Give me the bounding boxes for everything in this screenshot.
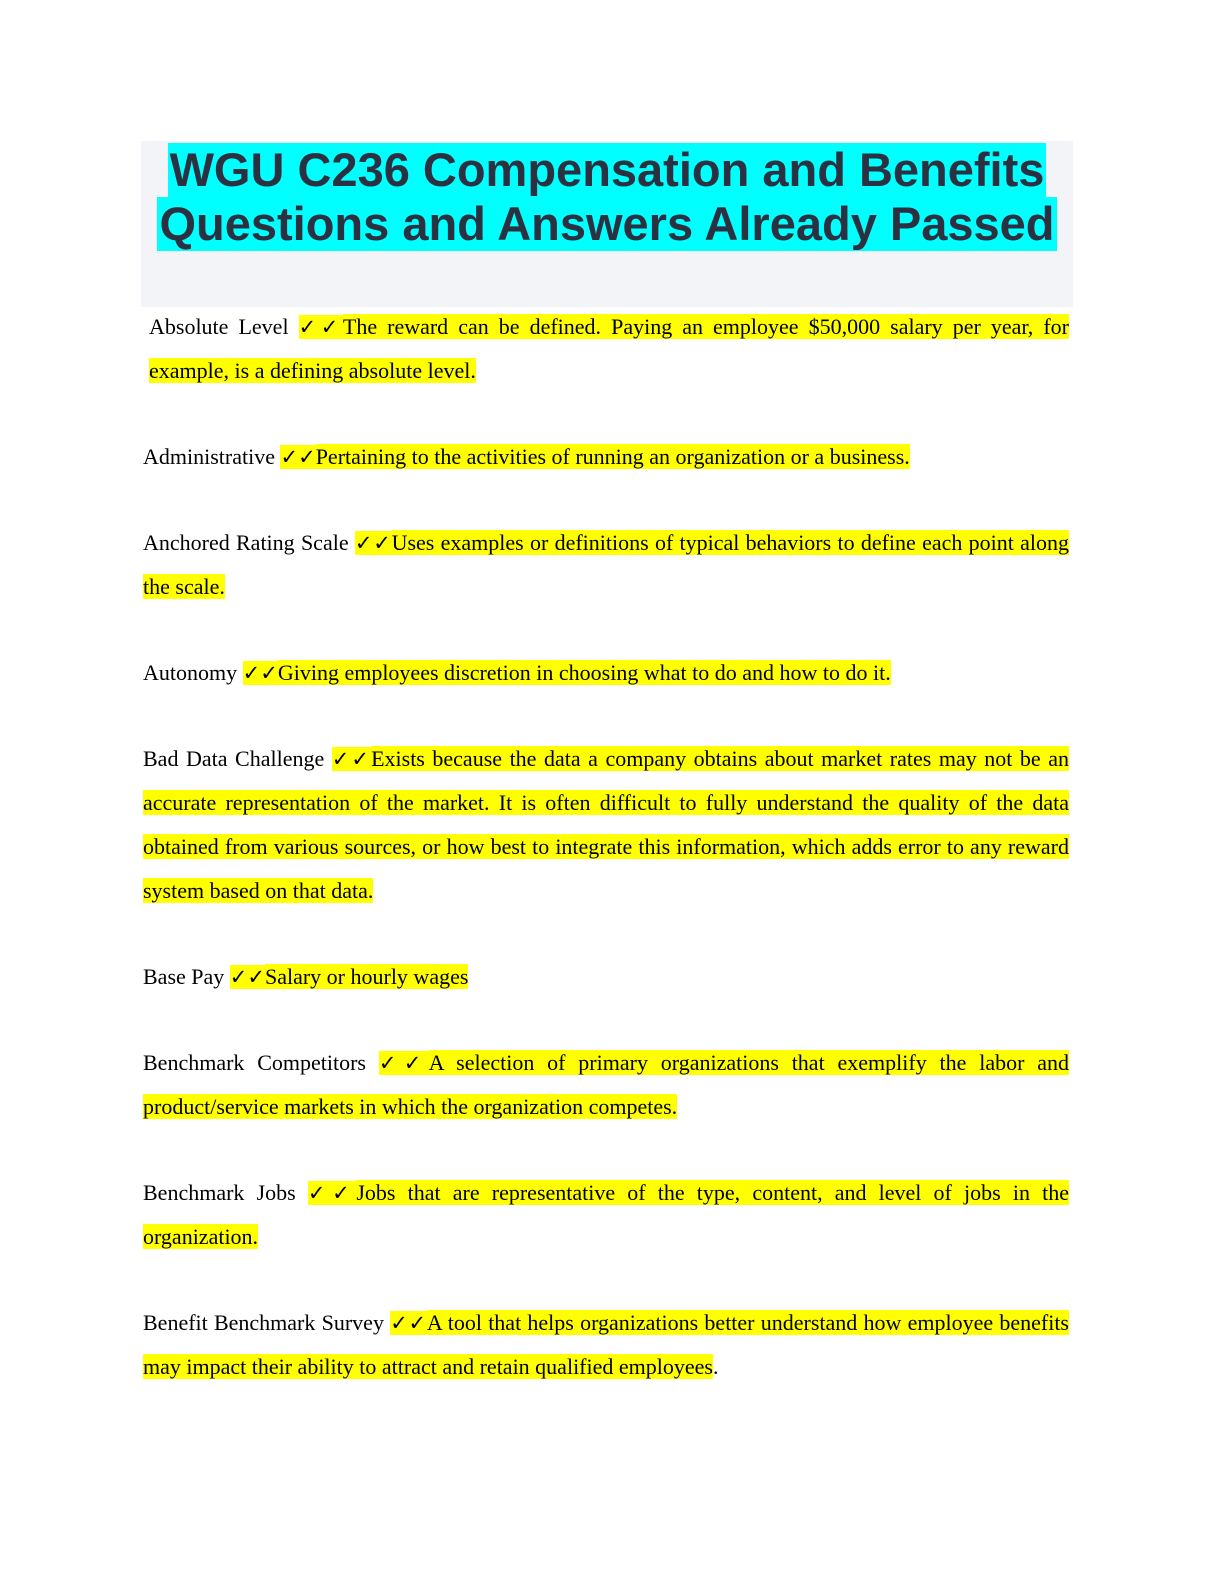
entry-term: Benchmark Competitors xyxy=(143,1050,366,1075)
entry-term: Anchored Rating Scale xyxy=(143,530,349,555)
title-line-1: WGU C236 Compensation and Benefits xyxy=(169,143,1045,196)
qa-entry xyxy=(143,651,1069,695)
title-line-2: Questions and Answers Already Passed xyxy=(159,197,1055,250)
entry-answer: Giving employees discretion in choosing what to do and how to do it. xyxy=(277,660,891,685)
qa-list xyxy=(143,305,1069,1431)
check-mark-icon: ✓✓ xyxy=(307,1181,357,1205)
entry-term: Base Pay xyxy=(143,964,225,989)
qa-entry xyxy=(143,955,1069,999)
check-mark-icon: ✓✓ xyxy=(229,965,265,989)
check-mark-icon: ✓✓ xyxy=(354,531,392,555)
entry-term: Bad Data Challenge xyxy=(143,746,325,771)
entry-answer: A selection of primary organizations that exemplify the labor and product/service markets in which the organization competes. xyxy=(143,1050,1069,1119)
qa-entry xyxy=(143,1041,1069,1129)
document-title xyxy=(141,141,1073,251)
check-mark-icon: ✓✓ xyxy=(298,315,343,339)
qa-entry xyxy=(143,305,1069,393)
entry-answer: Exists because the data a company obtains about market rates may not be an accurate representation of the market. It is often difficult to fully understand the quality of the data obtained from various sources, or how best to integrate this information, which adds error to any reward system based on that data. xyxy=(143,746,1069,903)
qa-entry xyxy=(143,1301,1069,1389)
entry-answer: The reward can be defined. Paying an employee $50,000 salary per year, for example, is a defining absolute level. xyxy=(149,314,1069,383)
entry-term: Absolute Level xyxy=(149,314,289,339)
entry-trailing-period: . xyxy=(712,1354,719,1379)
entry-term: Administrative xyxy=(143,444,275,469)
check-mark-icon: ✓✓ xyxy=(242,661,278,685)
entry-answer: Jobs that are representative of the type, content, and level of jobs in the organization. xyxy=(143,1180,1069,1249)
entry-answer: Salary or hourly wages xyxy=(264,964,469,989)
check-mark-icon: ✓✓ xyxy=(378,1051,429,1075)
check-mark-icon: ✓✓ xyxy=(390,1311,427,1335)
entry-answer: Pertaining to the activities of running an organization or a business. xyxy=(315,444,910,469)
qa-entry xyxy=(143,1171,1069,1259)
qa-entry xyxy=(143,737,1069,913)
title-band xyxy=(141,141,1073,307)
entry-term: Autonomy xyxy=(143,660,238,685)
qa-entry xyxy=(143,435,1069,479)
qa-entry xyxy=(143,521,1069,609)
check-mark-icon: ✓✓ xyxy=(280,445,316,469)
entry-term: Benchmark Jobs xyxy=(143,1180,296,1205)
entry-answer: Uses examples or definitions of typical behaviors to define each point along the scale. xyxy=(143,530,1069,599)
check-mark-icon: ✓✓ xyxy=(331,747,372,771)
entry-term: Benefit Benchmark Survey xyxy=(143,1310,384,1335)
entry-answer: A tool that helps organizations better understand how employee benefits may impact their ability to attract and retain qualified employees xyxy=(143,1310,1069,1379)
